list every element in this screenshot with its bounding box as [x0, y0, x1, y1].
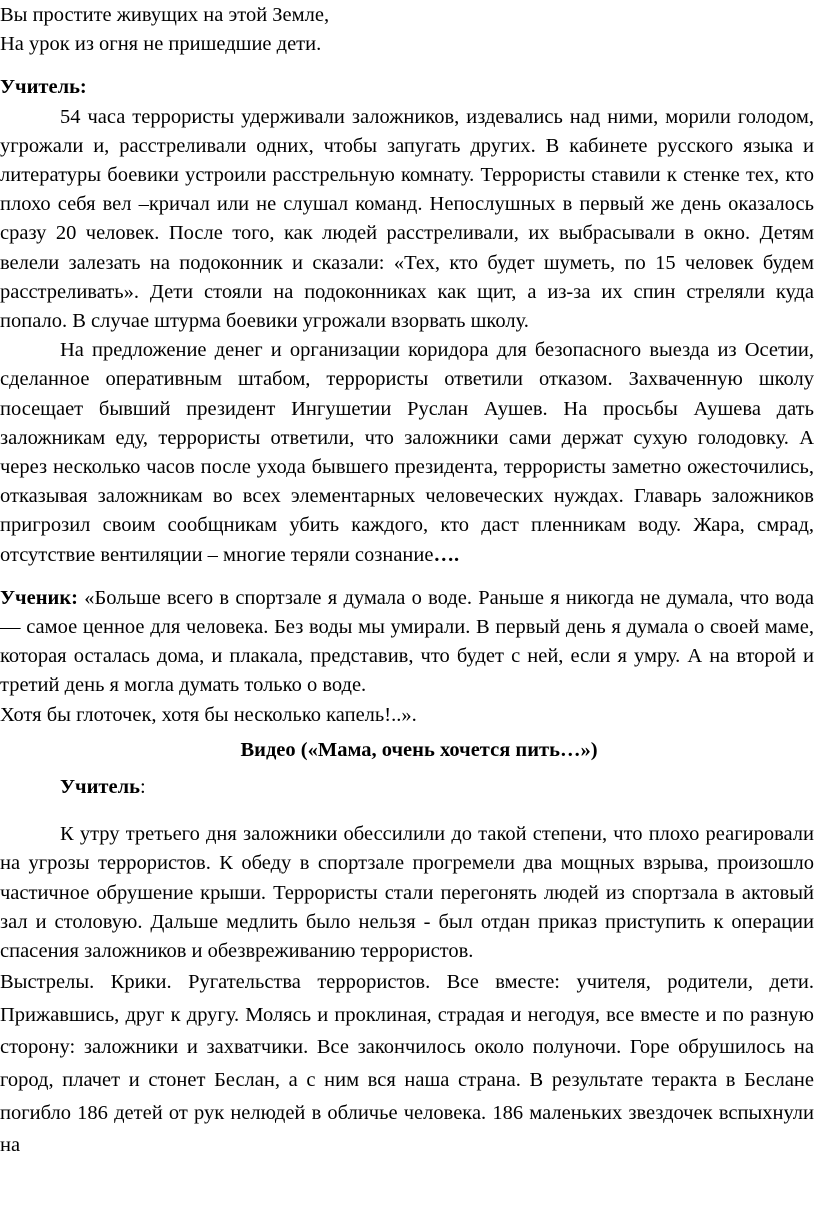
teacher-2-colon: : [139, 776, 146, 799]
teacher-paragraph-3: К утру третьего дня заложники обессилили до такой степени, что плохо реагировали на угрозы террористов. К обеду в спортзале прогремели два мощных взрыва, произошло частичное обрушение крыши. Террористы стали перегонять людей из спортзала в актовый зал и столовую. Дальше медлить было нельзя - был отдан приказ приступить к операции спасения заложников и обезвреживанию террористов. [0, 823, 814, 963]
student-label: Ученик: [0, 586, 78, 609]
teacher-paragraph-2-text: На предложение денег и организации коридора для безопасного выезда из Осетии, сделанное оперативным штабом, террористы ответили отказом. Захваченную школу посещает бывший президент Ингушетии Руслан Аушев. На просьбы Аушева дать заложникам еду, террористы ответили, что заложники сами держат сухую голодовку. А через несколько часов после ухода бывшего президента, террористы заметно ожесточились, отказывая заложникам во всех элементарных человеческих нуждах. Главарь заложников пригрозил своим сообщникам убить каждого, кто даст пленникам воду. Жара, смрад, отсутствие вентиляции – многие теряли сознание [0, 339, 814, 566]
teacher-label: Учитель: [0, 76, 87, 99]
student-text: «Больше всего в спортзале я думала о воде. Раньше я никогда не думала, что вода — самое ценное для человека. Без воды мы умирали. В первый день я думала о своей маме, которая осталась дома, и плакала, представив, что будет с ней, если я умру. А на второй и третий день я могла думать только о воде. [0, 586, 814, 697]
teacher-2-label: Учитель [60, 776, 140, 799]
teacher-2-label-line [0, 773, 814, 802]
final-paragraph: Выстрелы. Крики. Ругательства террористов. Все вместе: учителя, родители, дети. Прижавшись, друг к другу. Молясь и проклиная, страдая и негодуя, все вместе и по разную сторону: заложники и захватчики. Все закончилось около полуночи. Горе обрушилось на город, плачет и стонет Беслан, а с ним вся наша страна. В результате теракта в Беслане погибло 186 детей от рук нелюдей в обличье человека. 186 маленьких звездочек вспыхнули на [0, 971, 814, 1157]
teacher-paragraph-1: 54 часа террористы удерживали заложников, издевались над ними, морили голодом, угрожали и, расстреливали одних, чтобы запугать других. В кабинете русского языка и литературы боевики устроили расстрельную комнату. Террористы ставили к стенке тех, кто плохо себя вел –кричал или не слушал команд. Непослушных в первый же день оказалось сразу 20 человек. После того, как людей расстреливали, их выбрасывали в окно. Детям велели залезать на подоконник и сказали: «Тех, кто будет шуметь, по 15 человек будем расстреливать». Дети стояли на подоконниках как щит, а из-за их спин стреляли куда попало. В случае штурма боевики угрожали взорвать школу. [0, 105, 814, 333]
student-last-line: Хотя бы глоточек, хотя бы несколько капель!..». [0, 703, 417, 726]
teacher-paragraph-2 [0, 336, 814, 570]
poem-line-1: Вы простите живущих на этой Земле, [0, 4, 330, 26]
teacher-paragraph-2-ellipsis: …. [433, 543, 460, 566]
poem-line-2: На урок из огня не пришедшие дети. [0, 33, 322, 56]
video-heading: Видео («Мама, очень хочется пить…») [240, 738, 598, 761]
student-paragraph [0, 584, 814, 701]
